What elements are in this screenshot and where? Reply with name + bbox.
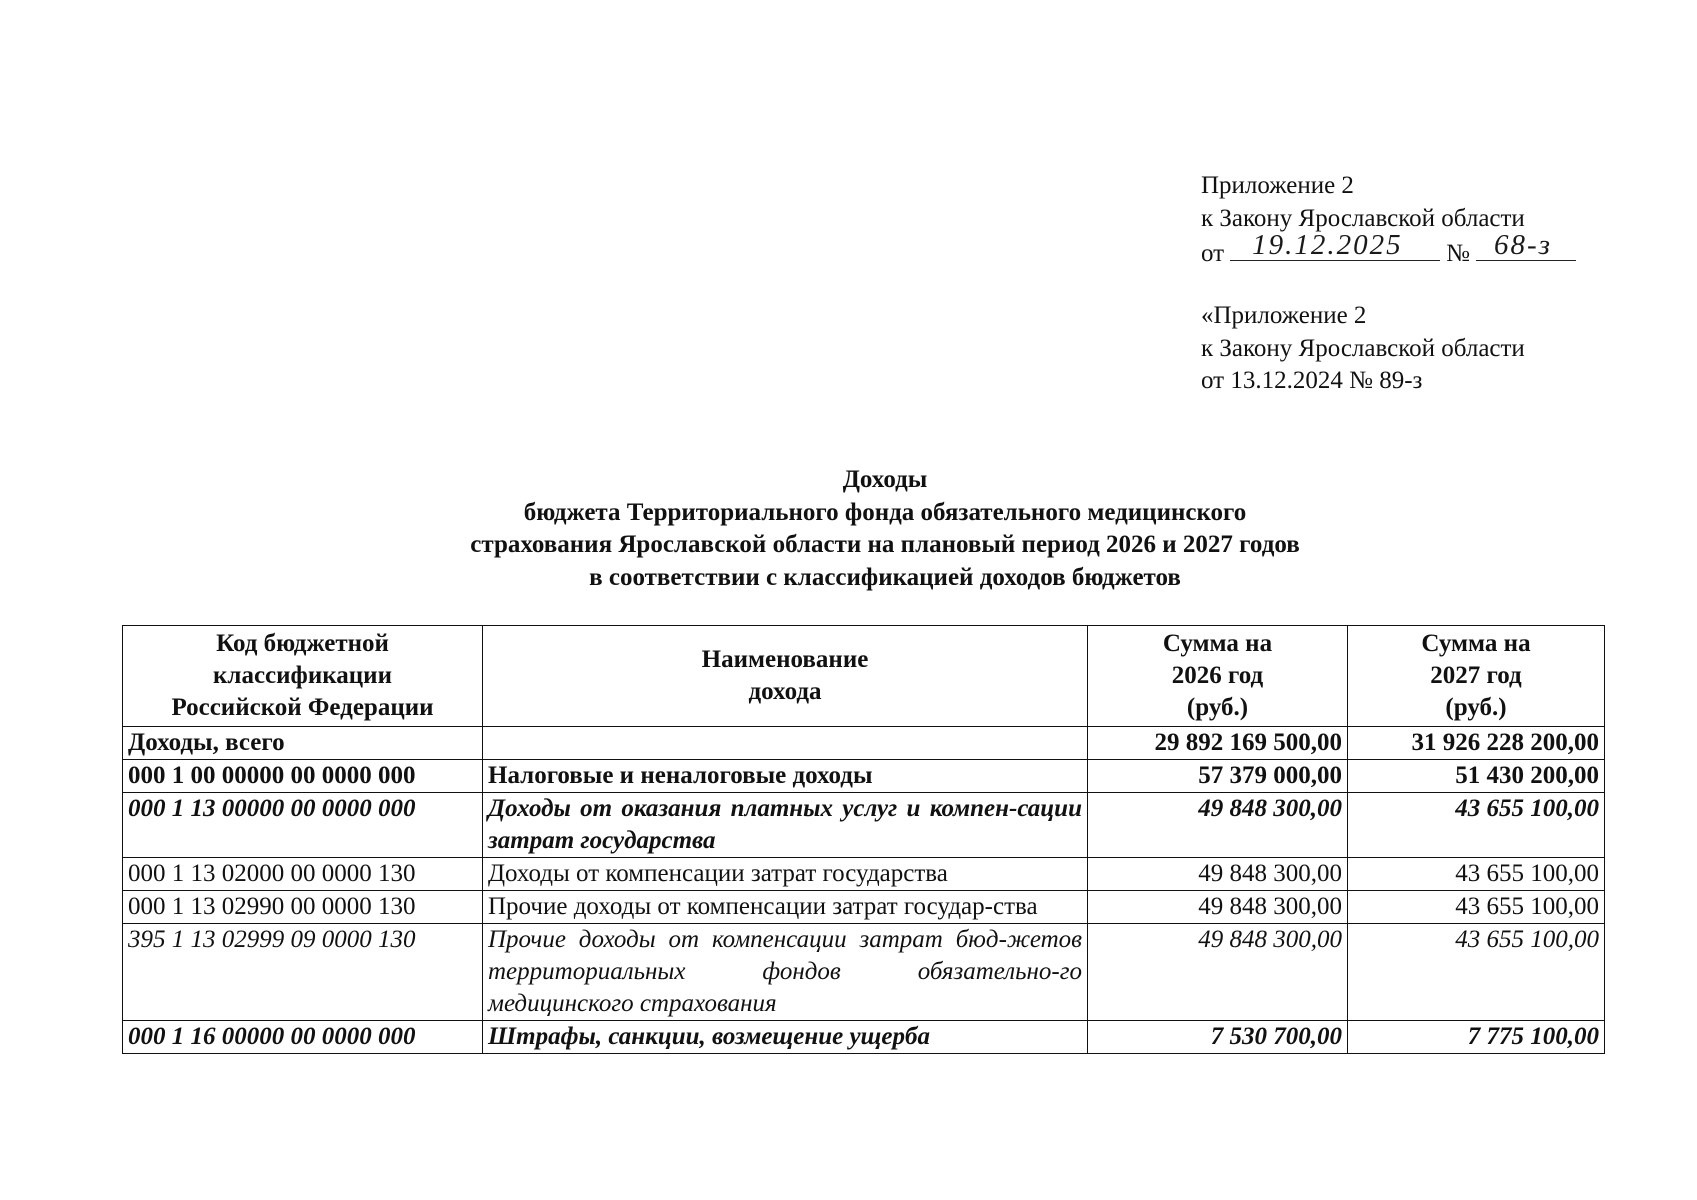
cell-sum-2027: 43 655 100,00 (1348, 924, 1605, 1021)
date-prefix: от (1201, 240, 1225, 267)
cell-sum-2026: 49 848 300,00 (1088, 891, 1348, 924)
cell-name: Доходы от оказания платных услуг и компен-сации затрат государства (483, 793, 1088, 858)
document-title (0, 464, 1697, 594)
cell-name: Прочие доходы от компенсации затрат бюд-жетов территориальных фондов обязательно-го медицинского страхования (483, 924, 1088, 1021)
cell-sum-2026: 29 892 169 500,00 (1088, 727, 1348, 760)
handwritten-number: 68-з (1493, 228, 1552, 261)
cell-name: Доходы от компенсации затрат государства (483, 858, 1088, 891)
cell-name: Налоговые и неналоговые доходы (483, 760, 1088, 793)
number-sign: № (1446, 240, 1470, 267)
cell-sum-2026: 57 379 000,00 (1088, 760, 1348, 793)
cell-code: 000 1 13 02990 00 0000 130 (123, 891, 483, 924)
appendix-date-line (1201, 228, 1576, 271)
table-row (123, 760, 1605, 793)
handwritten-date: 19.12.2025 (1252, 228, 1403, 261)
cell-sum-2027: 7 775 100,00 (1348, 1021, 1605, 1054)
cell-name: Штрафы, санкции, возмещение ущерба (483, 1021, 1088, 1054)
header-code: Код бюджетной классификации Российской Федерации (123, 626, 483, 727)
table-row (123, 793, 1605, 858)
cell-sum-2027: 31 926 228 200,00 (1348, 727, 1605, 760)
appendix-law-reference: к Закону Ярославской области (1201, 204, 1525, 232)
cell-code: 395 1 13 02999 09 0000 130 (123, 924, 483, 1021)
handwritten-number-field (1476, 228, 1576, 261)
table-row (123, 924, 1605, 1021)
appendix-label: Приложение 2 (1201, 172, 1354, 199)
table-row (123, 858, 1605, 891)
cell-code: Доходы, всего (123, 727, 483, 760)
cell-sum-2027: 43 655 100,00 (1348, 891, 1605, 924)
table-row (123, 1021, 1605, 1054)
appendix-law-reference: к Закону Ярославской области (1201, 334, 1525, 362)
cell-code: 000 1 00 00000 00 0000 000 (123, 760, 483, 793)
cell-sum-2026: 49 848 300,00 (1088, 924, 1348, 1021)
cell-sum-2026: 7 530 700,00 (1088, 1021, 1348, 1054)
appendix-original-law (1201, 300, 1525, 398)
cell-name (483, 727, 1088, 760)
cell-sum-2026: 49 848 300,00 (1088, 793, 1348, 858)
header-sum-2027: Сумма на 2027 год (руб.) (1348, 626, 1605, 727)
table-row (123, 891, 1605, 924)
handwritten-date-field (1230, 228, 1440, 261)
appendix-amending-law (1201, 170, 1576, 271)
title-line-4: в соответствии с классификацией доходов бюджетов (589, 563, 1181, 591)
header-name: Наименование дохода (483, 626, 1088, 727)
cell-code: 000 1 16 00000 00 0000 000 (123, 1021, 483, 1054)
appendix-label: «Приложение 2 (1201, 302, 1367, 329)
table-header-row (123, 626, 1605, 727)
title-line-1: Доходы (842, 466, 928, 493)
cell-code: 000 1 13 02000 00 0000 130 (123, 858, 483, 891)
table-row-total (123, 727, 1605, 760)
cell-sum-2027: 43 655 100,00 (1348, 793, 1605, 858)
title-line-3: страхования Ярославской области на плановый период 2026 и 2027 годов (470, 531, 1300, 558)
cell-sum-2027: 43 655 100,00 (1348, 858, 1605, 891)
header-sum-2026: Сумма на 2026 год (руб.) (1088, 626, 1348, 727)
cell-sum-2027: 51 430 200,00 (1348, 760, 1605, 793)
cell-code: 000 1 13 00000 00 0000 000 (123, 793, 483, 858)
income-table (122, 625, 1605, 1054)
cell-name: Прочие доходы от компенсации затрат государ-ства (483, 891, 1088, 924)
cell-sum-2026: 49 848 300,00 (1088, 858, 1348, 891)
title-line-2: бюджета Территориального фонда обязательного медицинского (523, 498, 1247, 526)
appendix-date-number: от 13.12.2024 № 89-з (1201, 367, 1423, 394)
